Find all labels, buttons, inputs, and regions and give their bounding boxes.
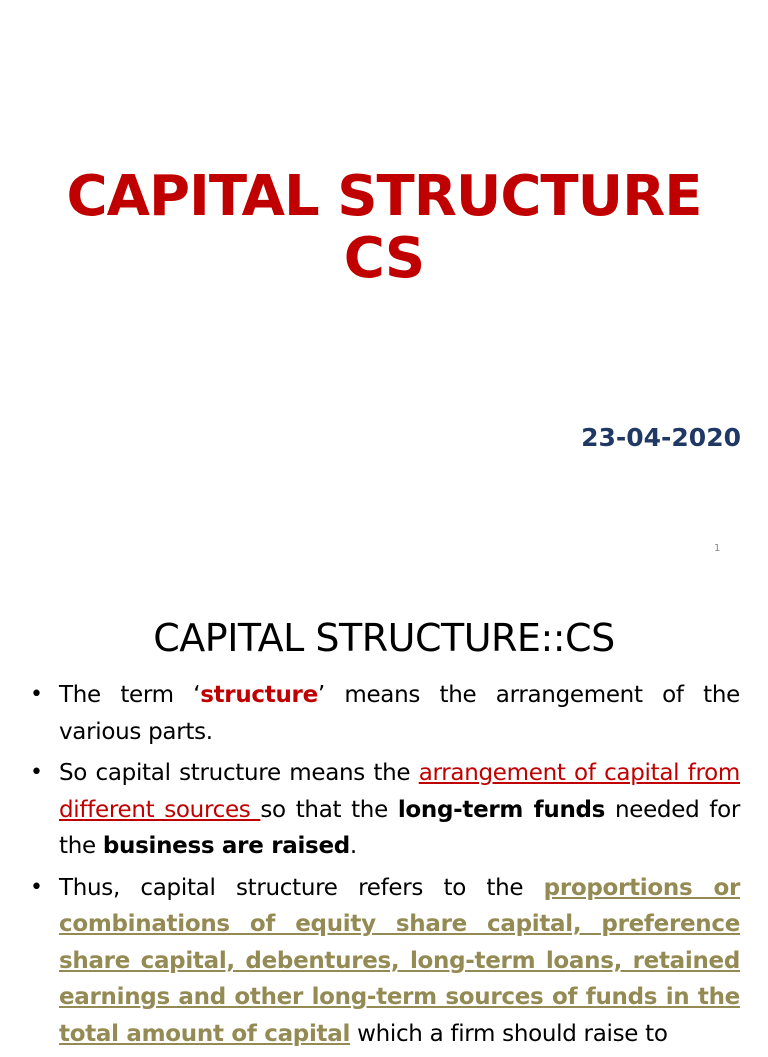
bullet-icon: • — [30, 682, 43, 707]
bullet-text: So capital structure means the — [59, 760, 419, 786]
slide-1-title — [0, 166, 768, 290]
bullet-text: so that the — [260, 796, 398, 823]
bullet-text: ’ means the arrangement of the various parts. — [59, 682, 740, 745]
bullet-item — [27, 755, 740, 865]
bullet-item — [27, 677, 740, 750]
slide-date: 23-04-2020 — [581, 423, 741, 452]
title-line-1: CAPITAL STRUCTURE — [66, 164, 702, 229]
bold-phrase: business are raised — [102, 833, 350, 859]
highlight-phrase: proportions or combinations of equity share capital, preference share capital, debentures, long-term loans, retained earnings and other long-term sources of funds in the total amount of capital — [59, 874, 740, 1047]
bullet-text: needed for the — [59, 796, 740, 859]
bullet-item — [27, 870, 740, 1053]
bullet-list — [27, 677, 740, 1057]
bullet-text: Thus, capital structure refers to the — [59, 874, 544, 901]
slide-2 — [0, 576, 768, 1047]
slide-2-title: CAPITAL STRUCTURE::CS — [153, 616, 615, 660]
bullet-icon: • — [30, 874, 43, 900]
highlight-term: structure — [200, 682, 318, 708]
bold-phrase: long-term funds — [397, 796, 606, 823]
page-number: 1 — [714, 543, 721, 554]
bullet-text: which a firm should raise to — [350, 1020, 668, 1047]
bullet-icon: • — [30, 760, 43, 785]
title-line-2: CS — [343, 226, 425, 291]
bullet-text: The term ‘ — [59, 682, 201, 708]
underlined-phrase: arrangement of capital from different sources — [59, 760, 740, 823]
bullet-text: . — [349, 833, 357, 859]
